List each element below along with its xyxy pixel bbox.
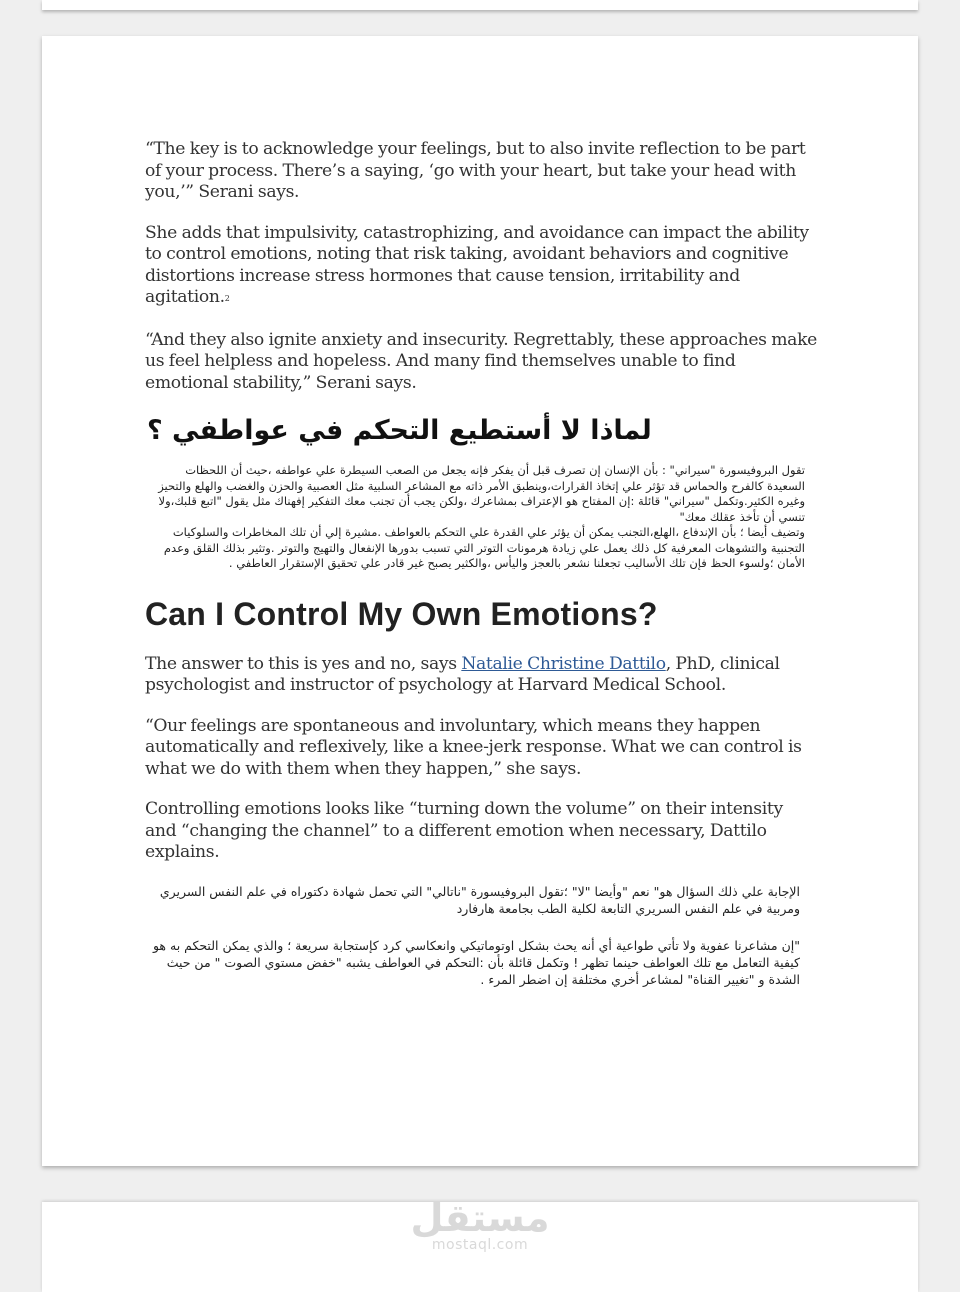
- previous-page-edge: [42, 0, 918, 10]
- arabic-paragraph-3: الإجابة علي ذلك السؤال هو" نعم "وأيضا "لا" ؛تقول البروفيسورة "ناتالي" التي تحمل شهادة دكتوراه في علم النفس السريري ومربية في علم النفس السريري التابعة لكلية الطب بجامعة هارفارد: [159, 883, 800, 916]
- paragraph-controlling-emotions: Controlling emotions looks like “turning down the volume” on their intensity and “changing the channel” to a different emotion when necessary, Dattilo explains.: [145, 799, 783, 862]
- watermark-url: mostaql.com: [431, 1237, 529, 1253]
- paragraph-dattilo-after: , PhD, clinical psychologist and instructor of psychology at Harvard Medical School.: [145, 653, 780, 695]
- paragraph-feelings-spontaneous: “Our feelings are spontaneous and involuntary, which means they happen automatically and reflexively, like a knee-jerk response. What we can control is what we do with them when they happen,” she says.: [145, 715, 802, 779]
- paragraph-serani-quote: “The key is to acknowledge your feelings, but to also invite reflection to be part of your process. There’s a saying, ‘go with your heart, but take your head with you,’” Serani says.: [145, 139, 806, 202]
- arabic-heading: لماذا لا أستطيع التحكم في عواطفي ؟: [147, 415, 652, 446]
- arabic-paragraph-2: وتضيف أيضا ؛ بأن الإندفاع ،الهلع،التجنب يمكن أن يؤثر علي القدرة علي التحكم بالعواطف .مشيرة إلي أن تلك المخاطرات والسلوكيات التجنبية والتشوهات المعرفية كل ذلك يعمل علي زيادة هرمونات التوتر التي تسبب بدورها الإنفعال والتهيج والتوتر .وتثير بذلك القلق وعدم الأمان ؛ولسوء الحظ فإن تلك الأساليب تجعلنا نشعر بالعجز واليأس ،والكثير يصبح غير قادر علي تحقيق الإستقرار العاطفي .: [163, 525, 805, 570]
- arabic-block-1: [145, 463, 817, 572]
- paragraph-dattilo: [145, 654, 817, 697]
- arabic-paragraph-1: تقول البروفيسورة "سيراني" : بأن الإنسان إن تصرف قبل أن يفكر فإنه يجعل من الصعب السيطرة علي عواطفه ،حيث أن اللحظات السعيدة كالفرح والحماس قد تؤثر علي إتخاذ القرارات،وينطبق الأمر ذاته مع المشاعر السلبية مثل العصبية والحزن والغضب والهلع والتحيز وغيره الكثير.وتكمل "سيراني" قائلة :إن المفتاح هو الإعتراف بمشاعرك ،ولكن يجب أن تجنب معك التفكير إفهناك مثل يقول "اتبع قلبك،ولا تنسي أن تأخذ عقلك معك": [158, 463, 805, 524]
- watermark-logo: مستقل: [410, 1196, 550, 1240]
- english-heading: Can I Control My Own Emotions?: [145, 595, 658, 632]
- paragraph-impulsivity: [145, 223, 817, 311]
- paragraph-anxiety: “And they also ignite anxiety and insecurity. Regrettably, these approaches make us feel helpless and hopeless. And many find themselves unable to find emotional stability,” Serani says.: [145, 329, 817, 393]
- paragraph-dattilo-before: The answer to this is yes and no, says: [145, 653, 462, 674]
- page-content: [145, 139, 817, 1008]
- arabic-paragraph-4: "إن مشاعرنا عفوية ولا تأتي طواعية أي أنه يحث بشكل اوتوماتيكي وانعكاسي كرد كإستجابة سريعة ؛ والذي يمكن التحكم به هو كيفية التعامل مع تلك العواطف حينما تظهر ! وتكمل قائلة بأن :التحكم في العواطف يشبه "خفض مستوي الصوت " من حيث الشدة و "تغيير القناة" لمشاعر أخري مختلفة إن اضطر المرء .: [152, 937, 800, 987]
- dattilo-link[interactable]: Natalie Christine Dattilo: [461, 653, 666, 674]
- footnote-marker[interactable]: 2: [224, 294, 230, 303]
- document-page: [42, 36, 918, 1166]
- paragraph-impulsivity-text: She adds that impulsivity, catastrophizing, and avoidance can impact the ability to control emotions, noting that risk taking, avoidant behaviors and cognitive distortions increase stress hormones that cause tension, irritability and agitation.: [145, 222, 809, 307]
